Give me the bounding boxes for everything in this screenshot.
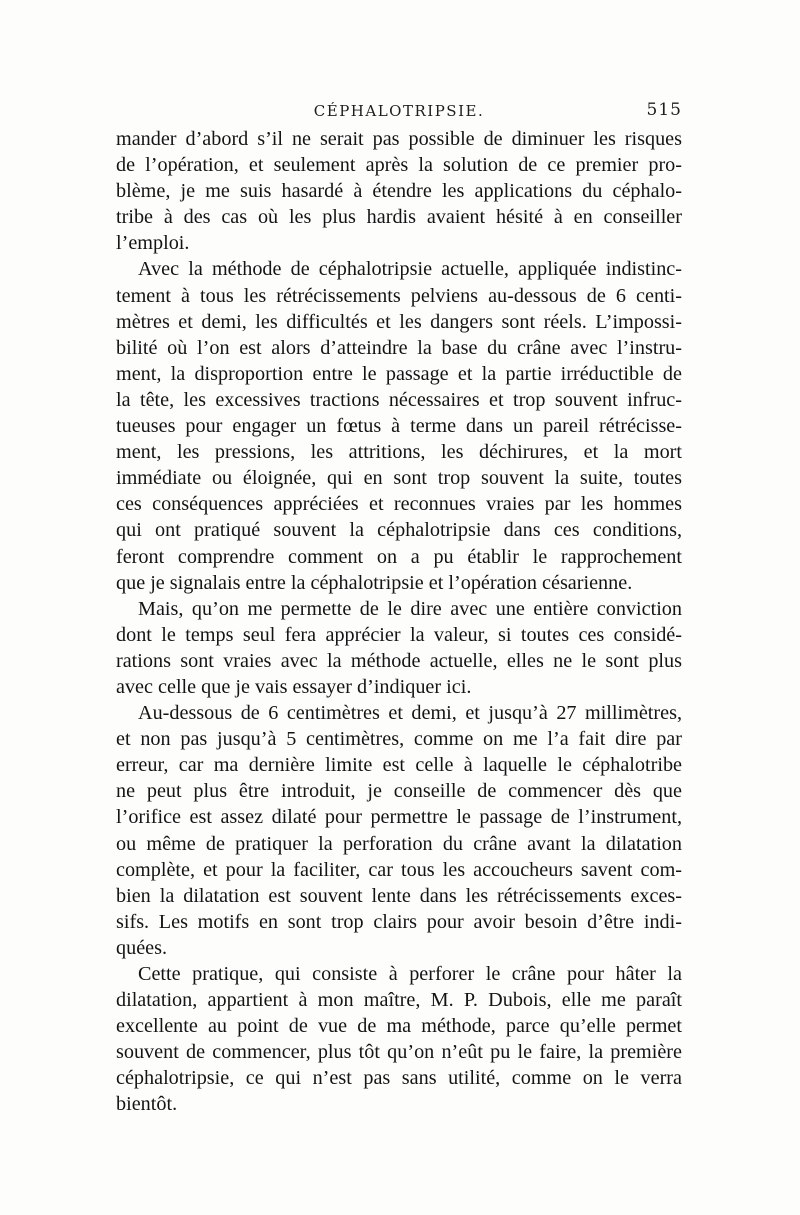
running-title: CÉPHALOTRIPSIE. [313, 102, 485, 120]
text-line: qui ont pratiqué souvent la céphalotripsie dans ces conditions, [116, 519, 682, 542]
text-line: erreur, car ma dernière limite est celle à laquelle le céphalotribe [116, 754, 682, 777]
text-line: excellente au point de vue de ma méthode, parce qu’elle permet [116, 1015, 682, 1038]
text-line: bientôt. [116, 1093, 178, 1116]
text-line: blème, je me suis hasardé à étendre les applications du céphalo- [116, 180, 682, 203]
text-line: complète, et pour la faciliter, car tous les accoucheurs savent com- [116, 858, 682, 881]
text-line: l’emploi. [116, 232, 190, 255]
text-line: quées. [116, 936, 168, 959]
text-line: mander d’abord s’il ne serait pas possible de diminuer les risques [116, 128, 682, 150]
text-line: Avec la méthode de céphalotripsie actuelle, appliquée indistinc- [138, 258, 682, 281]
text-line: Mais, qu’on me permette de le dire avec une entière conviction [138, 597, 682, 620]
page-header [116, 98, 682, 128]
text-line: mètres et demi, les difficultés et les dangers sont réels. L’impossi- [116, 310, 682, 333]
text-line: souvent de commencer, plus tôt qu’on n’eût pu le faire, la première [116, 1041, 682, 1064]
text-line: Au-dessous de 6 centimètres et demi, et jusqu’à 27 millimètres, [138, 702, 682, 725]
text-line: de l’opération, et seulement après la solution de ce premier pro- [116, 154, 682, 177]
text-line: ment, les pressions, les attritions, les déchirures, et la mort [116, 441, 682, 464]
text-line: Cette pratique, qui consiste à perforer le crâne pour hâter la [138, 963, 682, 985]
text-line: bilité où l’on est alors d’atteindre la base du crâne avec l’instru- [116, 336, 682, 359]
text-line: sifs. Les motifs en sont trop clairs pour avoir besoin d’être indi- [116, 910, 682, 933]
text-line: ces conséquences appréciées et reconnues vraies par les hommes [116, 493, 682, 516]
text-line: dont le temps seul fera apprécier la valeur, si toutes ces considé- [116, 623, 682, 646]
text-line: ou même de pratiquer la perforation du crâne avant la dilatation [116, 832, 682, 855]
text-line: et non pas jusqu’à 5 centimètres, comme on me l’a fait dire par [116, 728, 682, 751]
text-line: bien la dilatation est souvent lente dans les rétrécissements exces- [116, 884, 682, 907]
text-line: tueuses pour engager un fœtus à terme dans un pareil rétrécisse- [116, 415, 682, 438]
text-line: l’orifice est assez dilaté pour permettre le passage de l’instrument, [116, 806, 682, 829]
text-line: tement à tous les rétrécissements pelviens au-dessous de 6 centi- [116, 284, 682, 307]
text-line: ne peut plus être introduit, je conseille de commencer dès que [116, 780, 682, 803]
text-line: rations sont vraies avec la méthode actuelle, elles ne le sont plus [116, 649, 682, 672]
text-line: dilatation, appartient à mon maître, M. P. Dubois, elle me paraît [116, 989, 682, 1012]
text-line: ment, la disproportion entre le passage et la partie irréductible de [116, 362, 682, 385]
body-text [116, 126, 682, 1118]
text-line: que je signalais entre la céphalotripsie et l’opération césarienne. [116, 571, 633, 594]
text-line: la tête, les excessives tractions nécessaires et trop souvent infruc- [116, 388, 682, 411]
text-line: céphalotripsie, ce qui n’est pas sans utilité, comme on le verra [116, 1067, 682, 1090]
text-line: avec celle que je vais essayer d’indiquer ici. [116, 675, 472, 698]
text-line: tribe à des cas où les plus hardis avaient hésité à en conseiller [116, 206, 682, 229]
page-number: 515 [646, 100, 682, 120]
text-line: feront comprendre comment on a pu établir le rapprochement [116, 545, 682, 568]
text-line: immédiate ou éloignée, qui en sont trop souvent la suite, toutes [116, 467, 682, 490]
